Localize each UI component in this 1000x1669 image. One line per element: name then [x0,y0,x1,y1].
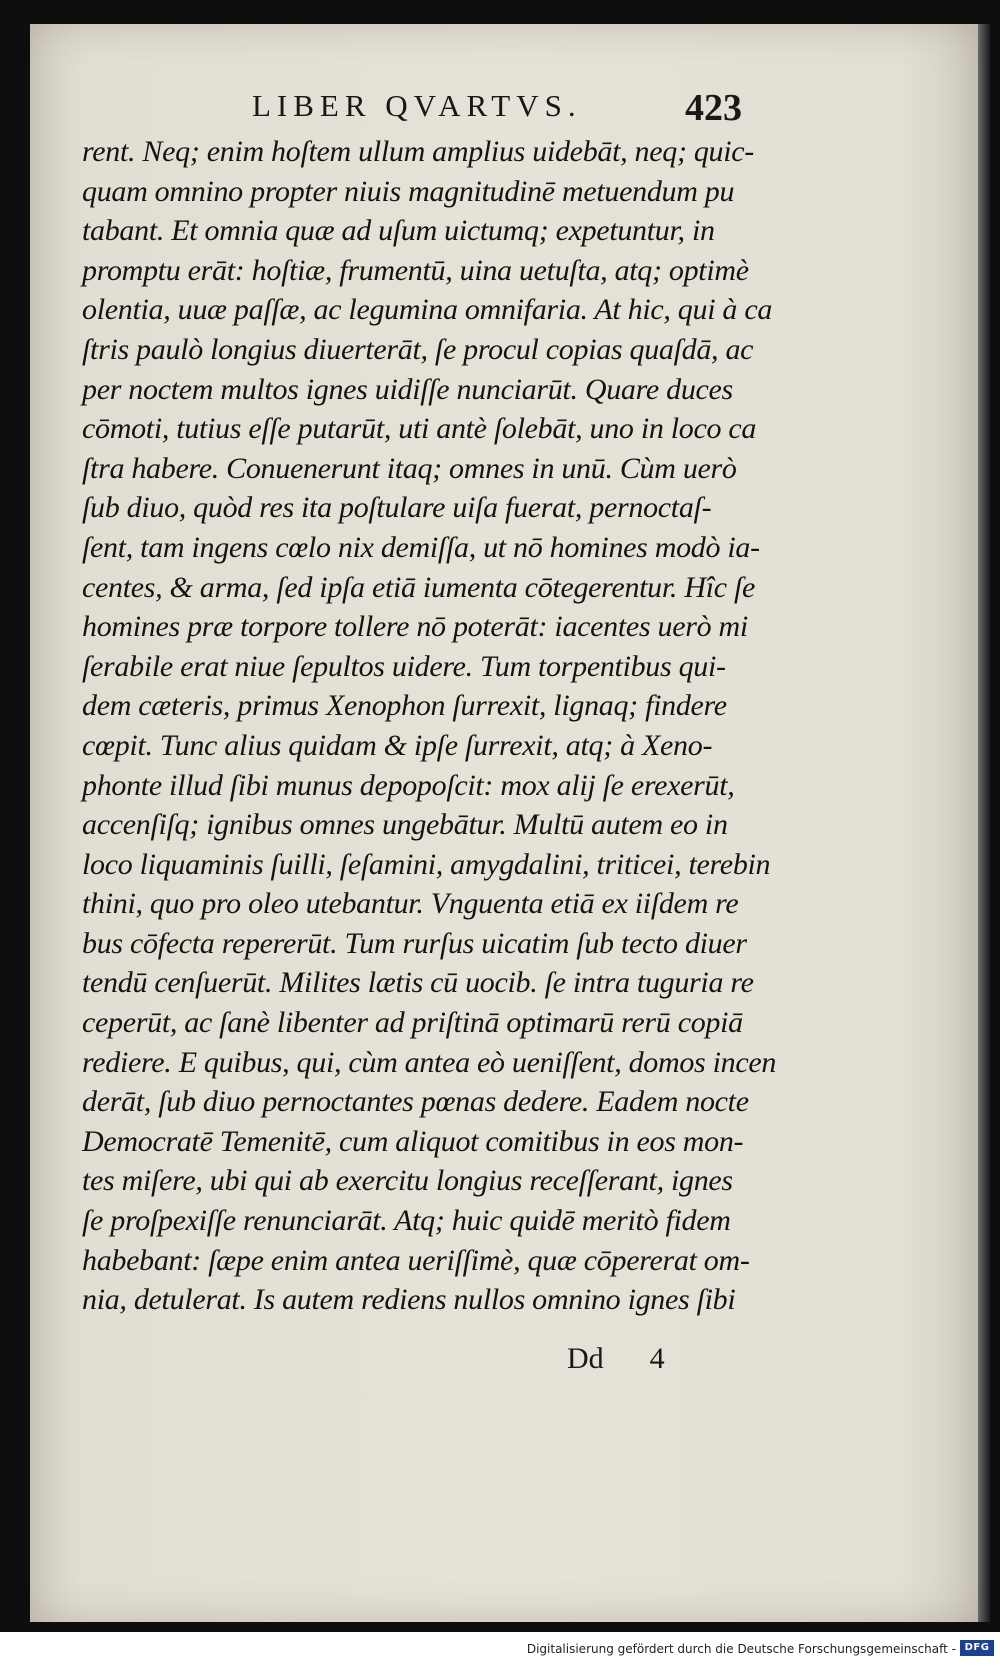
text-line: ſub diuo, quòd res ita poſtulare uiſa fuerat, pernoctaſ- [82,491,712,525]
text-line: dem cæteris, primus Xenophon ſurrexit, lignaq; findere [82,689,727,723]
text-line: phonte illud ſibi munus depopoſcit: mox alij ſe erexerūt, [82,768,735,802]
text-line: thini, quo pro oleo utebantur. Vnguenta etiā ex iiſdem re [82,887,739,921]
text-line: habebant: ſæpe enim antea ueriſſimè, quæ cōpererat om- [82,1243,750,1277]
text-line: loco liquaminis ſuilli, ſeſamini, amygdalini, triticei, terebin [82,847,771,881]
running-title: LIBER QVARTVS. [252,88,582,123]
text-line: ſent, tam ingens cœlo nix demiſſa, ut nō homines modò ia- [82,530,760,564]
text-line: homines præ torpore tollere nō poterāt: iacentes uerò mi [82,610,748,644]
text-line: ſe proſpexiſſe renunciarāt. Atq; huic quidē meritò fidem [82,1204,731,1238]
text-line: rediere. E quibus, qui, cùm antea eò ueniſſent, domos incen [82,1045,777,1079]
body-text [82,132,782,1320]
text-line: cœpit. Tunc alius quidam & ipſe ſurrexit, atq; à Xeno- [82,728,713,762]
text-line: Democratē Temenitē, cum aliquot comitibus in eos mon- [82,1124,744,1158]
text-line: tendū cenſuerūt. Milites lætis cū uocib. ſe intra tuguria re [82,966,754,1000]
text-line: ceperūt, ac ſanè libenter ad priſtinā optimarū rerū copiā [82,1006,743,1040]
signature-mark [567,1342,665,1376]
text-line: cōmoti, tutius eſſe putarūt, uti antè ſolebāt, uno in loco ca [82,412,757,446]
text-line: olentia, uuæ paſſæ, ac legumina omnifaria. At hic, qui à ca [82,293,773,327]
footer-bar [0,1632,1000,1669]
text-line: ſtra habere. Conuenerunt itaq; omnes in unū. Cùm uerò [82,451,737,485]
book-page [30,24,978,1622]
text-line: tabant. Et omnia quæ ad uſum uictumq; expetuntur, in [82,214,715,248]
signature-letters: Dd [567,1342,604,1375]
signature-number: 4 [649,1342,665,1375]
dfg-logo-icon: DFG [960,1640,994,1656]
text-line: per noctem multos ignes uidiſſe nunciarūt. Quare duces [82,372,733,406]
text-line: quam omnino propter niuis magnitudinē metuendum pu [82,174,735,208]
text-line: ſtris paulò longius diuerterāt, ſe procul copias quaſdā, ac [82,332,754,366]
text-line: nia, detulerat. Is autem rediens nullos omnino ignes ſibi [82,1283,736,1317]
text-line: ſerabile erat niue ſepultos uidere. Tum torpentibus qui- [82,649,726,683]
text-line: centes, & arma, ſed ipſa etiā iumenta cōtegerentur. Hîc ſe [82,570,755,604]
text-line: accenſiſq; ignibus omnes ungebātur. Multū autem eo in [82,808,728,842]
text-line: tes miſere, ubi qui ab exercitu longius receſſerant, ignes [82,1164,733,1198]
text-line: derāt, ſub diuo pernoctantes pœnas dedere. Eadem nocte [82,1085,749,1119]
page-number: 423 [685,87,742,129]
funding-credit: Digitalisierung gefördert durch die Deutsche Forschungsgemeinschaft - [526,1642,956,1656]
text-line: rent. Neq; enim hoſtem ullum amplius uidebāt, neq; quic- [82,135,754,168]
text-line: bus cōfecta repererūt. Tum rurſus uicatim ſub tecto diuer [82,926,747,960]
running-head [30,88,978,128]
text-line: promptu erāt: hoſtiæ, frumentū, uina uetuſta, atq; optimè [82,253,749,287]
